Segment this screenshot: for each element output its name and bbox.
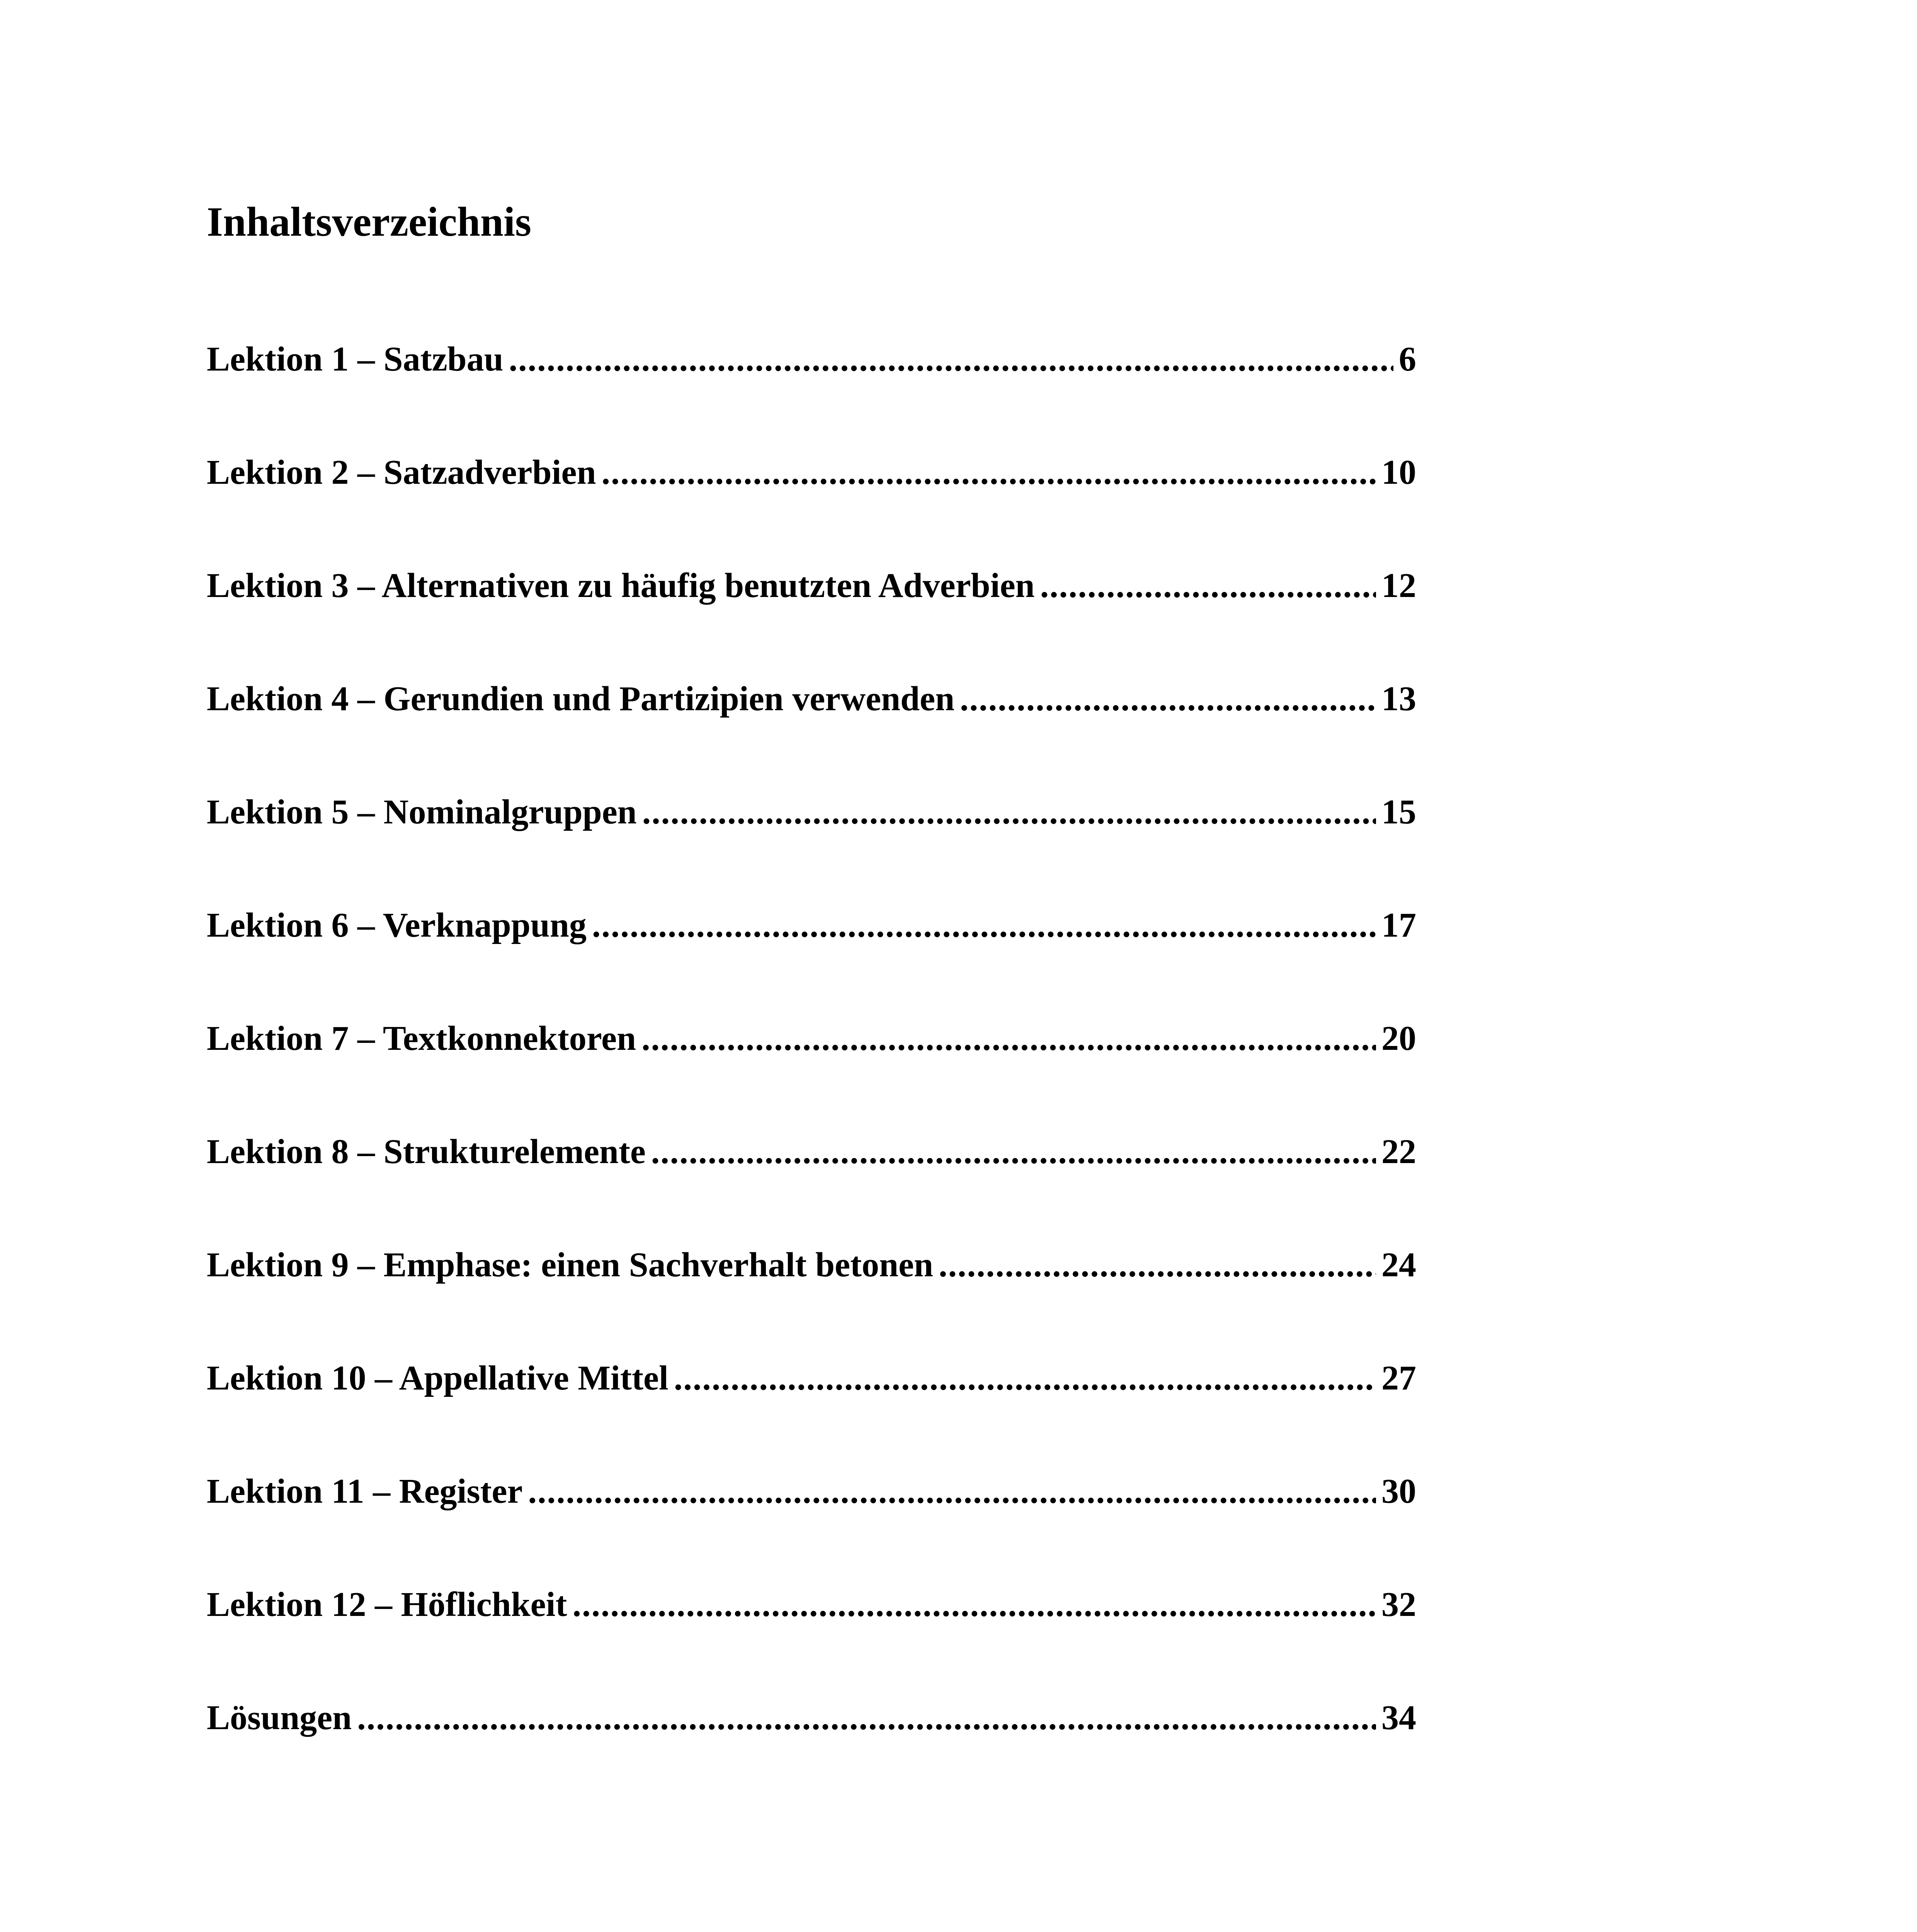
toc-entry-label: Lektion 1 – Satzbau xyxy=(207,340,503,378)
toc-entry-label: Lektion 4 – Gerundien und Partizipien verwenden xyxy=(207,680,955,718)
toc-entry-page: 34 xyxy=(1381,1699,1416,1737)
toc-entry-page: 17 xyxy=(1381,906,1416,944)
toc-entry[interactable] xyxy=(207,1355,1416,1468)
toc-entry[interactable] xyxy=(207,1015,1416,1129)
toc-dot-leader xyxy=(674,1355,1376,1401)
toc-dot-leader xyxy=(939,1242,1376,1288)
toc-entry[interactable] xyxy=(207,449,1416,563)
toc-dot-leader xyxy=(1040,563,1376,609)
toc-list xyxy=(207,336,1416,1808)
toc-entry-page: 6 xyxy=(1399,340,1416,378)
toc-entry-label: Lektion 7 – Textkonnektoren xyxy=(207,1019,636,1058)
toc-entry[interactable] xyxy=(207,789,1416,902)
toc-entry-label: Lösungen xyxy=(207,1699,352,1737)
toc-entry[interactable] xyxy=(207,1582,1416,1695)
toc-dot-leader xyxy=(528,1468,1376,1515)
toc-entry-label: Lektion 3 – Alternativen zu häufig benutzten Adverbien xyxy=(207,566,1035,605)
toc-entry-page: 30 xyxy=(1381,1472,1416,1510)
toc-dot-leader xyxy=(642,789,1376,835)
toc-dot-leader xyxy=(509,336,1393,383)
toc-entry[interactable] xyxy=(207,1695,1416,1808)
toc-dot-leader xyxy=(641,1015,1376,1062)
toc-entry[interactable] xyxy=(207,336,1416,449)
toc-entry-page: 32 xyxy=(1381,1585,1416,1624)
toc-entry[interactable] xyxy=(207,563,1416,676)
toc-entry-page: 27 xyxy=(1381,1359,1416,1397)
toc-entry-page: 13 xyxy=(1381,680,1416,718)
toc-entry-page: 10 xyxy=(1381,453,1416,492)
toc-dot-leader xyxy=(651,1129,1376,1175)
toc-entry-label: Lektion 11 – Register xyxy=(207,1472,523,1510)
toc-entry-page: 22 xyxy=(1381,1133,1416,1171)
toc-entry-label: Lektion 5 – Nominalgruppen xyxy=(207,793,637,831)
toc-dot-leader xyxy=(357,1695,1376,1741)
toc-dot-leader xyxy=(592,902,1376,949)
toc-entry-label: Lektion 9 – Emphase: einen Sachverhalt betonen xyxy=(207,1246,934,1284)
toc-entry[interactable] xyxy=(207,1242,1416,1355)
toc-entry-page: 24 xyxy=(1381,1246,1416,1284)
toc-entry-label: Lektion 2 – Satzadverbien xyxy=(207,453,596,492)
toc-entry-label: Lektion 8 – Strukturelemente xyxy=(207,1133,646,1171)
toc-dot-leader xyxy=(573,1582,1376,1628)
toc-entry[interactable] xyxy=(207,1468,1416,1582)
toc-entry-label: Lektion 12 – Höflichkeit xyxy=(207,1585,567,1624)
toc-entry[interactable] xyxy=(207,1129,1416,1242)
toc-entry[interactable] xyxy=(207,902,1416,1015)
toc-entry[interactable] xyxy=(207,676,1416,789)
toc-entry-page: 15 xyxy=(1381,793,1416,831)
toc-entry-page: 12 xyxy=(1381,566,1416,605)
toc-dot-leader xyxy=(960,676,1376,722)
toc-entry-page: 20 xyxy=(1381,1019,1416,1058)
toc-entry-label: Lektion 6 – Verknappung xyxy=(207,906,587,944)
toc-heading: Inhaltsverzeichnis xyxy=(207,199,532,245)
toc-dot-leader xyxy=(602,449,1376,496)
toc-entry-label: Lektion 10 – Appellative Mittel xyxy=(207,1359,668,1397)
